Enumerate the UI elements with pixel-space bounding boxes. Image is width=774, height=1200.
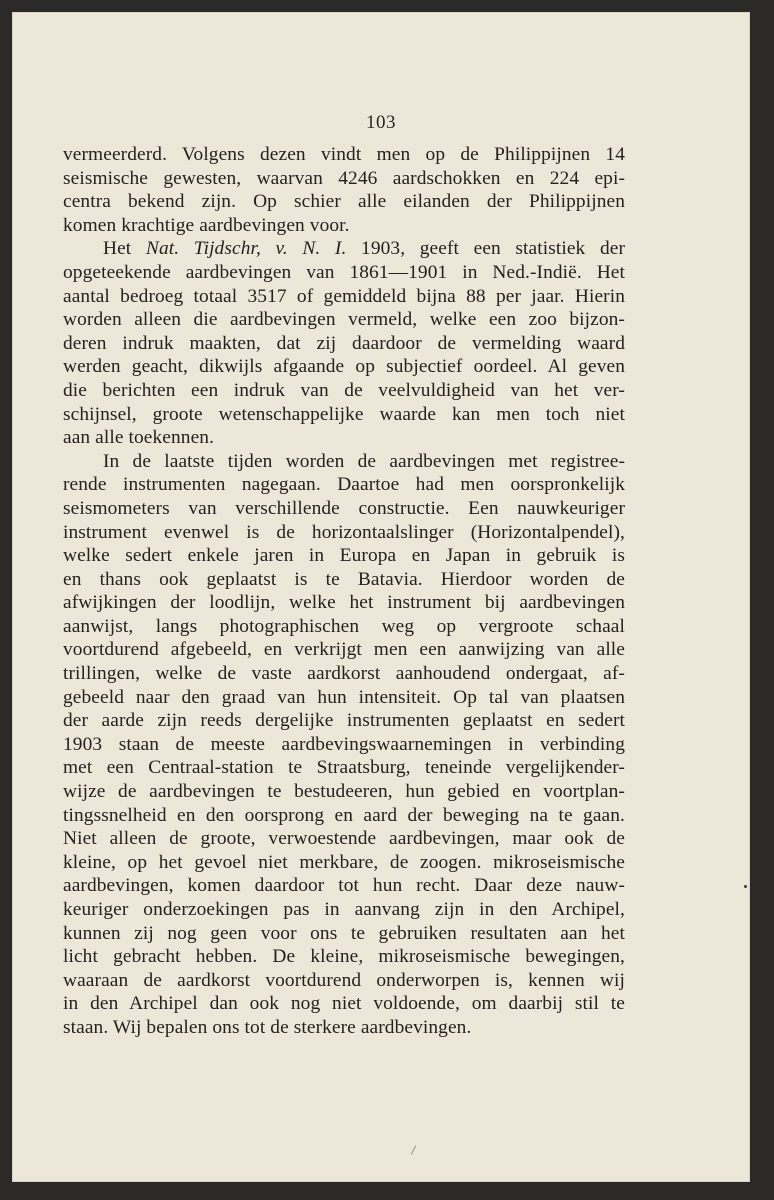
ink-speck: [744, 885, 747, 888]
text-line: waaraan de aardkorst voortdurend onderworpen is, kennen wij: [63, 969, 625, 991]
text-line: der aarde zijn reeds dergelijke instrumenten geplaatst en sedert: [63, 710, 625, 732]
text-line: werden geacht, dikwijls afgaande op subjectief oordeel. Al geven: [63, 356, 625, 378]
text-line: kleine, op het gevoel niet merkbare, de zoogen. mikroseismische: [63, 851, 625, 873]
text-line: staan. Wij bepalen ons tot de sterkere aardbevingen.: [63, 1016, 472, 1038]
page-number: 103: [366, 112, 396, 133]
page-edge-shadow: [750, 12, 774, 1188]
text-line: licht gebracht hebben. De kleine, mikroseismische bewegingen,: [63, 946, 625, 968]
text-line: keuriger onderzoekingen pas in aanvang zijn in den Archipel,: [63, 899, 625, 920]
text-line: trillingen, welke de vaste aardkorst aanhoudend ondergaat, af-: [63, 663, 625, 685]
text-line: en thans ook geplaatst is te Batavia. Hierdoor worden de: [63, 568, 625, 590]
text-line: wijze de aardbevingen te bestudeeren, hun gebied en voortplan-: [63, 781, 625, 803]
text-line: aantal bedroeg totaal 3517 of gemiddeld bijna 88 per jaar. Hierin: [63, 285, 625, 307]
text-line: komen krachtige aardbevingen voor.: [63, 214, 350, 236]
text-line: rende instrumenten nagegaan. Daartoe had men oorspronkelijk: [63, 474, 625, 496]
text-line: gebeeld naar den graad van hun intensiteit. Op tal van plaatsen: [63, 686, 625, 708]
text-line: instrument evenwel is de horizontaalslinger (Horizontalpendel),: [63, 521, 625, 543]
text-line: voortdurend afgebeeld, en verkrijgt men een aanwijzing van alle: [63, 639, 625, 661]
italic-citation: Nat. Tijdschr, v. N. I.: [145, 238, 347, 260]
text-fragment: Het: [103, 238, 146, 260]
text-line: welke sedert enkele jaren in Europa en Japan in gebruik is: [63, 545, 625, 567]
text-line: met een Centraal-station te Straatsburg, teneinde vergelijkender-: [63, 757, 625, 779]
text-line: die berichten een indruk van de veelvuldigheid van het ver-: [63, 379, 625, 401]
text-line: worden alleen die aardbevingen vermeld, welke een zoo bijzon-: [63, 309, 625, 331]
text-line: seismometers van verschillende constructie. Een nauwkeuriger: [63, 497, 625, 519]
text-line: kunnen zij nog geen voor ons te gebruiken resultaten aan het: [63, 922, 625, 944]
text-line: in den Archipel dan ook nog niet voldoende, om daarbij stil te: [63, 993, 625, 1015]
text-line: centra bekend zijn. Op schier alle eilanden der Philippijnen: [63, 191, 625, 213]
body-text: [63, 143, 625, 1040]
text-line: seismische gewesten, waarvan 4246 aardschokken en 224 epi-: [63, 167, 625, 189]
text-line: aan alle toekennen.: [63, 427, 215, 449]
text-line: afwijkingen der loodlijn, welke het instrument bij aardbevingen: [63, 592, 625, 614]
text-line: vermeerderd. Volgens dezen vindt men op de Philippijnen 14: [63, 144, 625, 165]
text-line: aanwijst, langs photographischen weg op vergroote schaal: [63, 615, 625, 637]
text-line: deren indruk maakten, dat zij daardoor de vermelding waard: [63, 332, 625, 354]
pencil-mark: [411, 1145, 417, 1154]
text-fragment: 1903, geeft een statistiek der: [346, 238, 626, 260]
text-line: [63, 237, 625, 261]
text-line: schijnsel, groote wetenschappelijke waarde kan men toch niet: [63, 403, 625, 425]
text-line: 1903 staan de meeste aardbevingswaarnemingen in verbinding: [63, 733, 625, 755]
text-line: In de laatste tijden worden de aardbevingen met registree-: [103, 450, 625, 472]
book-page: [12, 12, 750, 1182]
text-line: Niet alleen de groote, verwoestende aardbevingen, maar ook de: [63, 828, 625, 850]
text-line: aardbevingen, komen daardoor tot hun recht. Daar deze nauw-: [63, 875, 625, 897]
text-line: tingssnelheid en den oorsprong en aard der beweging na te gaan.: [63, 804, 625, 826]
text-line: opgeteekende aardbevingen van 1861—1901 in Ned.-Indië. Het: [63, 261, 625, 283]
